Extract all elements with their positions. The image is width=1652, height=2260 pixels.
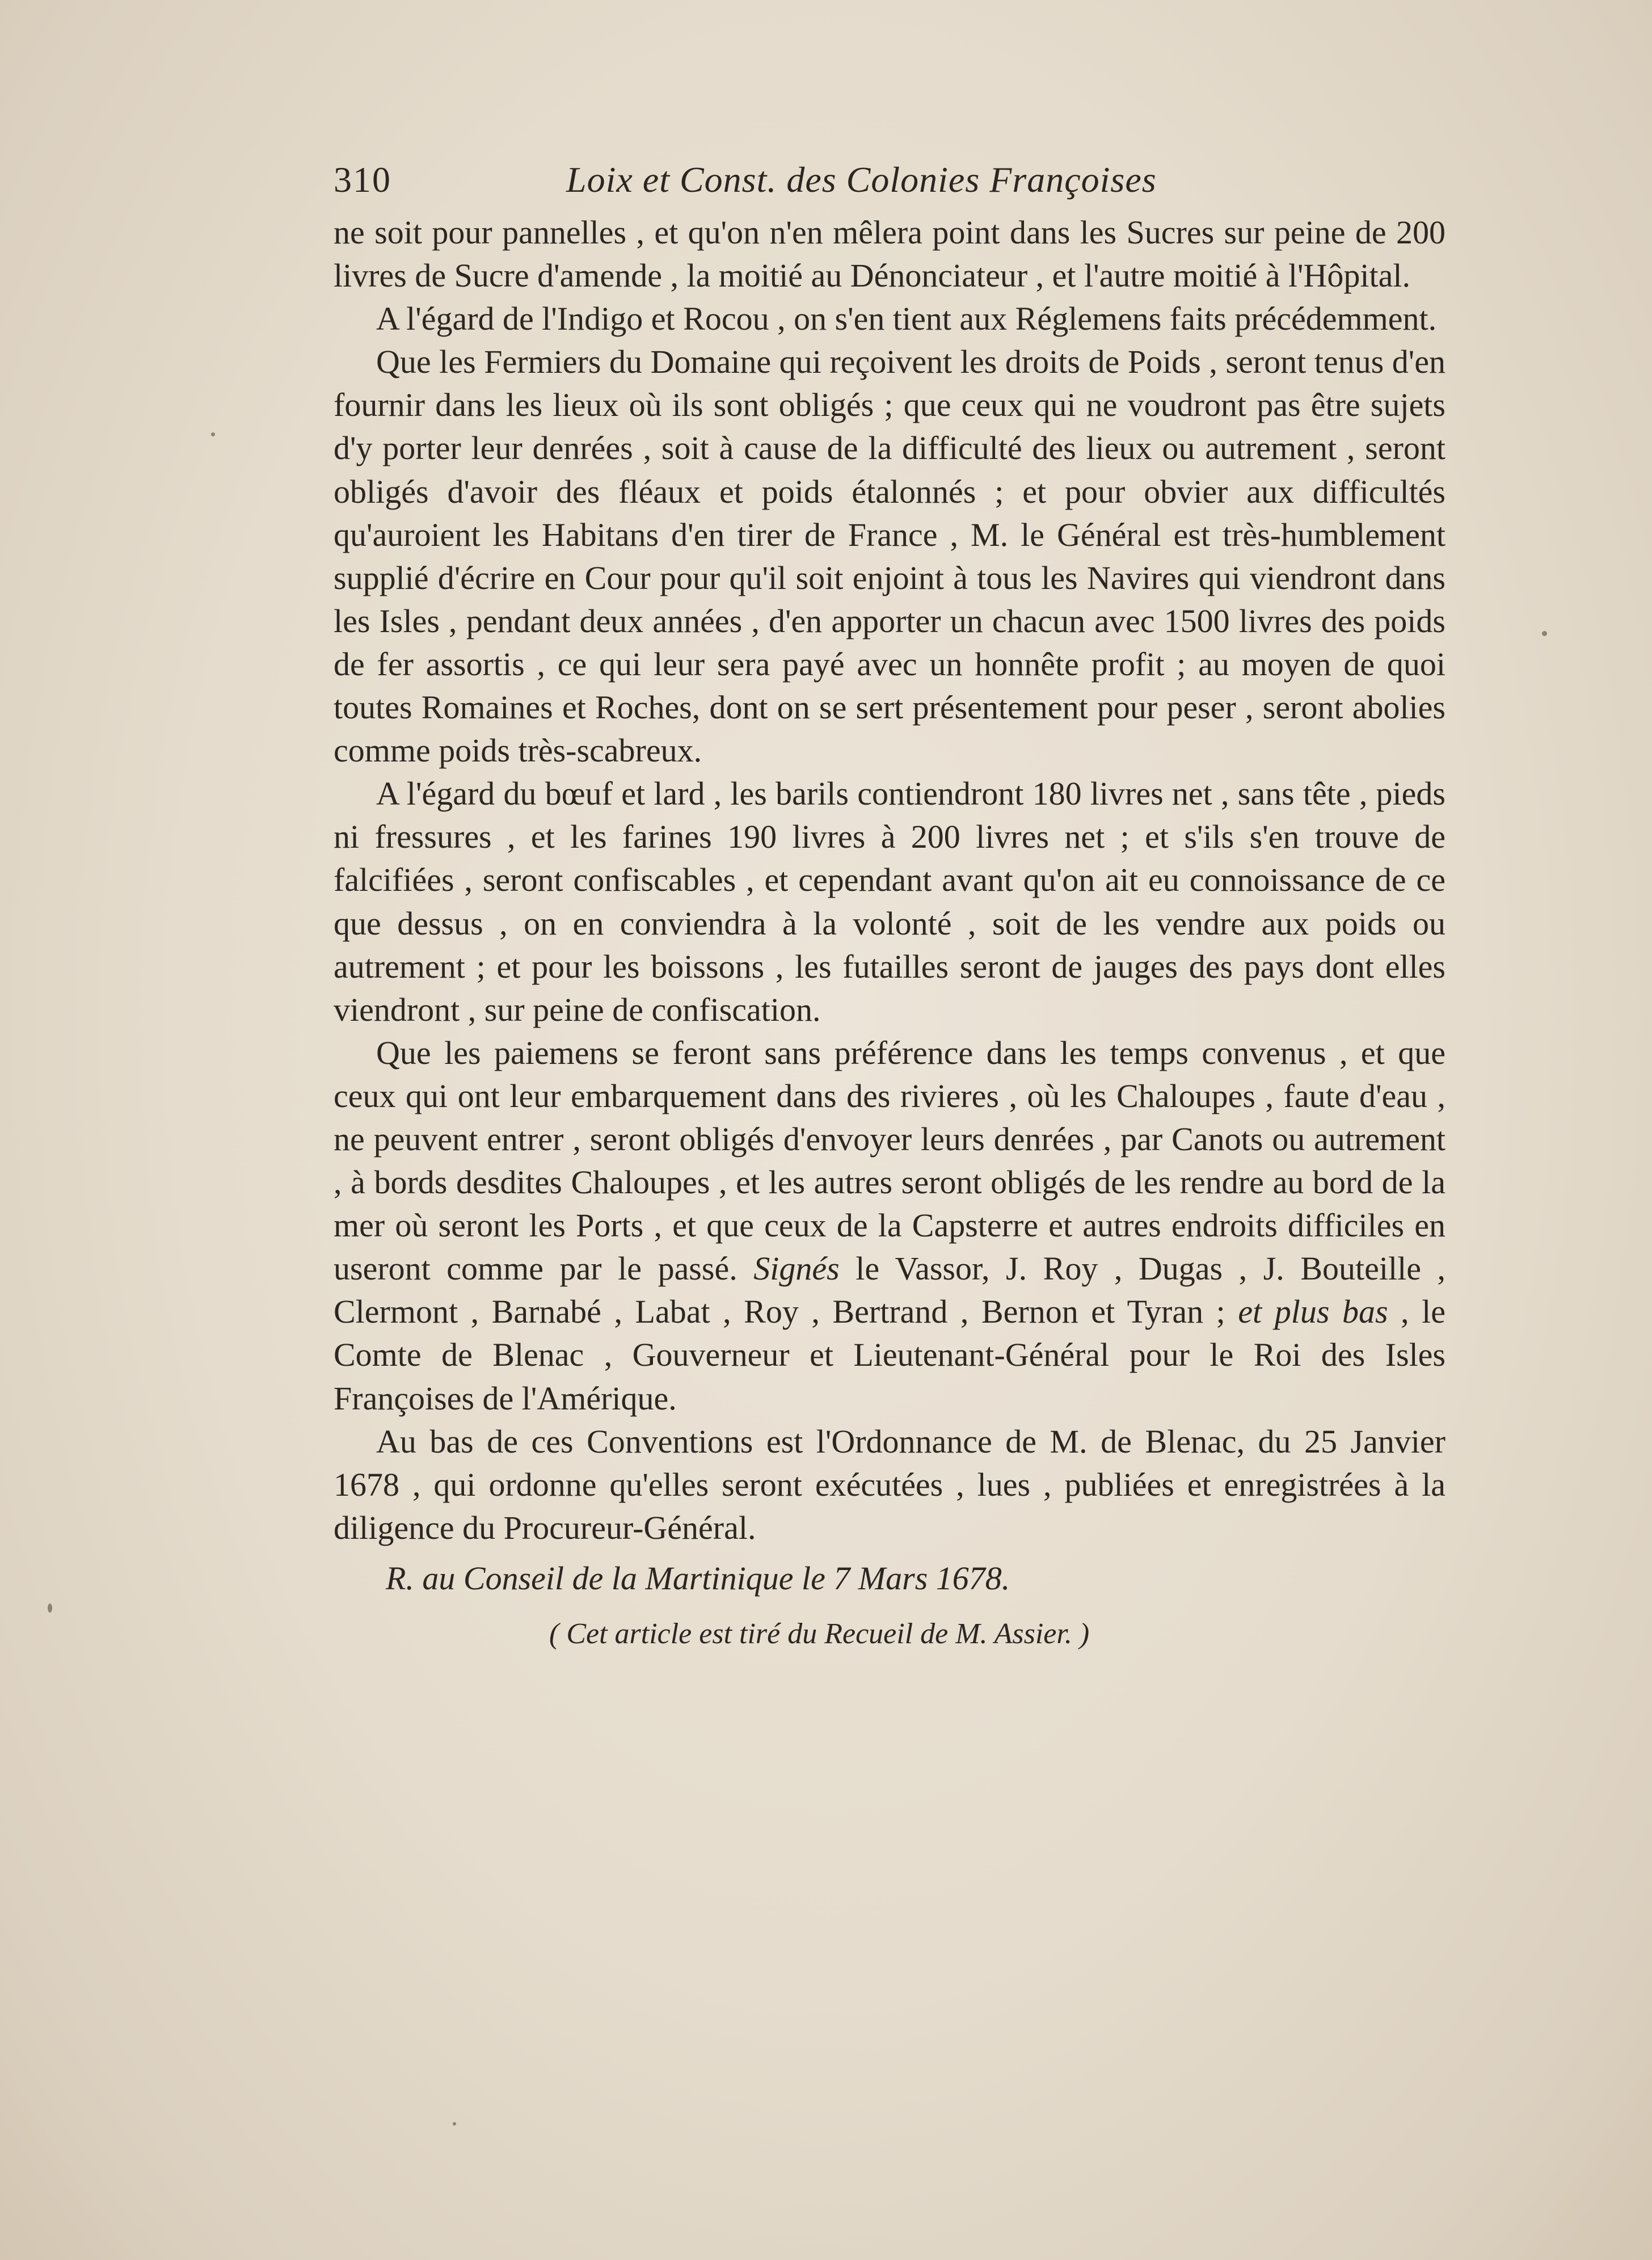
paragraph-boeuf: A l'égard du bœuf et lard , les barils contiendront 180 livres net , sans tête , pieds ni fressures , et les farines 190 livres à 200 livres net ; et s'ils s'en trouve de falcifiées , seront confiscables , et cependant avant qu'on ait eu connoissance de ce que dessus , on en conviendra à la volonté , soit de les vendre aux poids ou autrement ; et pour les boissons , les futailles seront de jauges des pays dont elles viendront , sur peine de confiscation. [334, 775, 1446, 1028]
paper-speck [1542, 631, 1547, 636]
paper-speck [453, 2122, 456, 2126]
signes-label: Signés [753, 1250, 840, 1287]
signatories: le Vassor, J. Roy , Dugas , J. Bouteille , Clermont , Barnabé , Labat , Roy , Bertrand , Bernon et Tyran ; [334, 1250, 1446, 1331]
paper-speck [48, 1604, 52, 1613]
page-number: 310 [334, 159, 391, 200]
source-note: ( Cet article est tiré du Recueil de M. Assier. ) [549, 1617, 1090, 1650]
paragraph-continuation: ne soit pour pannelles , et qu'on n'en mêlera point dans les Sucres sur peine de 200 livres de Sucre d'amende , la moitié au Dénonciateur , et l'autre moitié à l'Hôpital. [334, 214, 1446, 294]
plus-bas-label: et plus bas [1238, 1293, 1388, 1331]
running-title: Loix et Const. des Colonies Françoises [566, 159, 1157, 200]
paper-speck [211, 432, 215, 436]
registration-line: R. au Conseil de la Martinique le 7 Mars 1678. [386, 1559, 1010, 1597]
running-head [334, 159, 1446, 211]
paragraph-paiemens [334, 1032, 1446, 1420]
governor-line: , le Comte de Blenac , Gouverneur et Lieutenant-Général pour le Roi des Isles Françoises de l'Amérique. [334, 1293, 1446, 1417]
paragraph-fermiers: Que les Fermiers du Domaine qui reçoivent les droits de Poids , seront tenus d'en fournir dans les lieux où ils sont obligés ; que ceux qui ne voudront pas être sujets d'y porter leur denrées , soit à cause de la difficulté des lieux ou autrement , seront obligés d'avoir des fléaux et poids étalonnés ; et pour obvier aux difficultés qu'auroient les Habitans d'en tirer de France , M. le Général est très-humblement supplié d'écrire en Cour pour qu'il soit enjoint à tous les Navires qui viendront dans les Isles , pendant deux années , d'en apporter un chacun avec 1500 livres des poids de fer assortis , ce qui leur sera payé avec un honnête profit ; au moyen de quoi toutes Romaines et Roches, dont on se sert présentement pour peser , seront abolies comme poids très-scabreux. [334, 343, 1446, 769]
text-block [334, 159, 1446, 1660]
paragraph-paiemens-text: Que les paiemens se feront sans préférence dans les temps convenus , et que ceux qui ont leur embarquement dans des rivieres , où les Chaloupes , faute d'eau , ne peuvent entrer , seront obligés d'envoyer leurs denrées , par Canots ou autrement , à bords desdites Chaloupes , et les autres seront obligés de les rendre au bord de la mer où seront les Ports , et que ceux de la Capsterre et autres endroits difficiles en useront comme par le passé. [334, 1034, 1446, 1287]
paragraph-indigo: A l'égard de l'Indigo et Rocou , on s'en tient aux Réglemens faits précédemment. [376, 300, 1437, 338]
paragraph-ordonnance: Au bas de ces Conventions est l'Ordonnance de M. de Blenac, du 25 Janvier 1678 , qui ordonne qu'elles seront exécutées , lues , publiées et enregistrées à la diligence du Procureur-Général. [334, 1423, 1446, 1546]
